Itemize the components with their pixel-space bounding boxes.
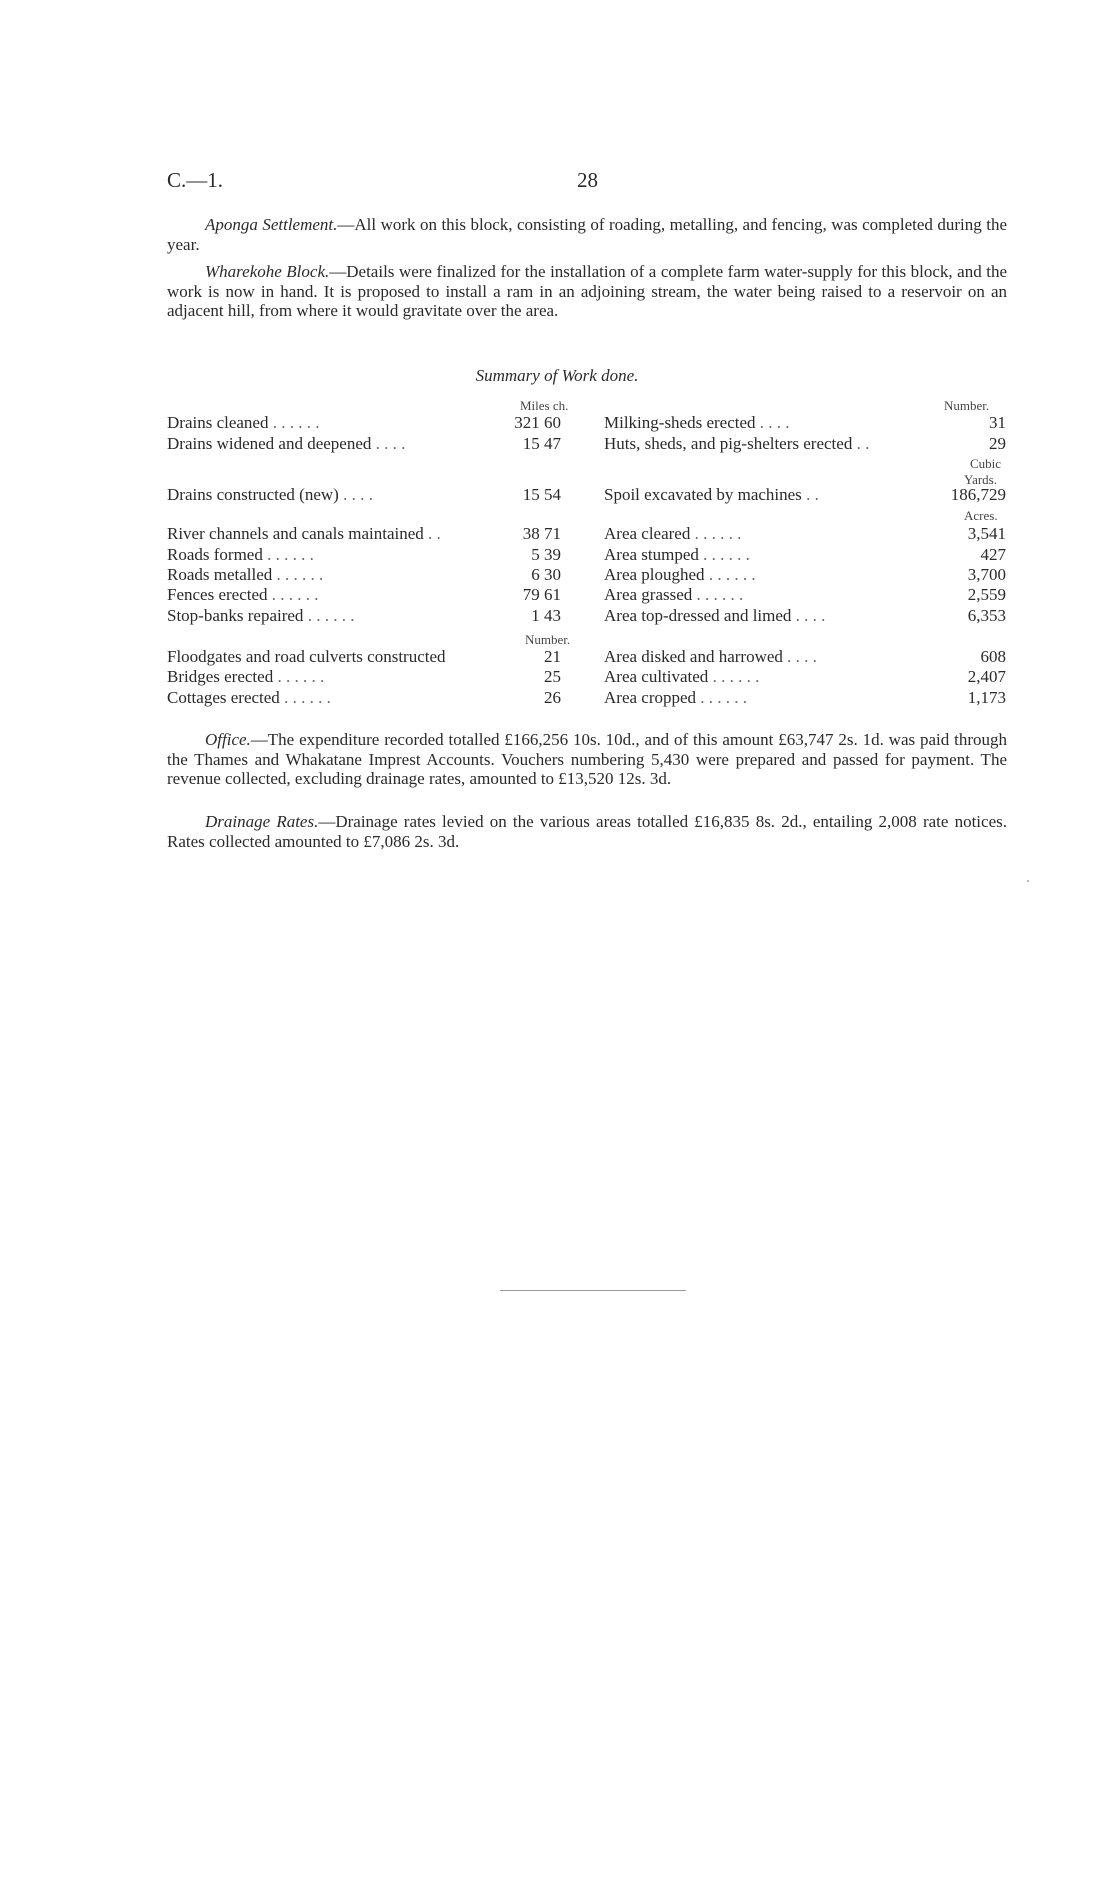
drainage-text: —Drainage rates levied on the various areas totalled £16,835 8s. 2d., entailing 2,008 rate notices. Rates collected amounted to £7,086 2s. 3d.	[167, 812, 1007, 851]
left-item-value: 26	[544, 688, 561, 707]
office-paragraph	[167, 730, 1007, 789]
left-item-value: 321 60	[514, 413, 561, 432]
left-item-leader: . . . . . .	[277, 667, 325, 686]
unit-number-right: Number.	[944, 398, 990, 413]
left-item-value: 21	[544, 647, 561, 666]
left-item-label: Bridges erected . . . . . .	[167, 667, 325, 686]
table-row	[0, 524, 1114, 544]
table-row	[0, 413, 1114, 433]
left-item-value: 15 47	[522, 434, 561, 453]
left-item-leader: . . . . . .	[284, 688, 331, 707]
table-row	[0, 434, 1114, 454]
page-number: 28	[577, 168, 598, 192]
wharekohe-text: —Details were finalized for the installation of a complete farm water-supply for this block, and the work is now in hand. It is proposed to install a ram in an adjoining stream, the water being raised to a reservoir on an adjacent hill, from where it would gravitate over the area.	[167, 262, 1007, 320]
table-row	[0, 667, 1114, 687]
unit-cubic: Cubic	[970, 456, 1002, 471]
aponga-paragraph	[167, 215, 1007, 254]
right-item-leader: . . . .	[795, 606, 826, 625]
left-item-label: Cottages erected . . . . . .	[167, 688, 331, 707]
document-code: C.—1.	[167, 168, 224, 192]
aponga-heading: Aponga Settlement.	[205, 215, 338, 234]
right-item-label: Area disked and harrowed . . . .	[604, 647, 817, 666]
left-item-label: Roads formed . . . . . .	[167, 545, 314, 564]
left-item-value: 15 54	[522, 485, 561, 504]
left-item-label: Roads metalled . . . . . .	[167, 565, 324, 584]
right-item-leader: . . . . . .	[703, 545, 750, 564]
right-item-value: 1,173	[967, 688, 1006, 707]
table-row	[0, 585, 1114, 605]
table-row	[0, 606, 1114, 626]
right-item-value: 3,700	[967, 565, 1006, 584]
left-item-label: Fences erected . . . . . .	[167, 585, 319, 604]
right-item-label: Huts, sheds, and pig-shelters erected . .	[604, 434, 870, 453]
left-item-leader: . . . . . .	[267, 545, 314, 564]
right-item-value: 186,729	[950, 485, 1006, 504]
wharekohe-paragraph	[167, 262, 1007, 321]
left-item-label: River channels and canals maintained . .	[167, 524, 441, 543]
left-item-leader: . . . . . .	[276, 565, 324, 584]
right-item-leader: . . . .	[759, 413, 790, 432]
right-item-label: Area stumped . . . . . .	[604, 545, 750, 564]
left-item-value: 38 71	[522, 524, 561, 543]
end-rule	[500, 1290, 686, 1291]
right-item-value: 2,407	[967, 667, 1006, 686]
left-item-value: 6 30	[531, 565, 561, 584]
left-item-label: Drains cleaned . . . . . .	[167, 413, 320, 432]
right-item-leader: . . . . . .	[700, 688, 748, 707]
scan-speck	[1027, 880, 1029, 882]
right-item-value: 6,353	[967, 606, 1006, 625]
right-item-leader: . . . . . .	[712, 667, 760, 686]
left-item-value: 79 61	[522, 585, 561, 604]
left-item-label: Drains constructed (new) . . . .	[167, 485, 373, 504]
table-row	[0, 647, 1114, 667]
left-item-label: Drains widened and deepened . . . .	[167, 434, 406, 453]
right-item-value: 2,559	[967, 585, 1006, 604]
table-row	[0, 688, 1114, 708]
right-item-value: 3,541	[967, 524, 1006, 543]
left-item-leader: . . . . . .	[307, 606, 355, 625]
right-item-value: 427	[980, 545, 1006, 564]
table-row	[0, 545, 1114, 565]
summary-title: Summary of Work done.	[475, 366, 639, 385]
aponga-text: —All work on this block, consisting of roading, metalling, and fencing, was completed during the year.	[167, 215, 1007, 254]
unit-miles-ch: Miles ch.	[520, 398, 569, 413]
right-item-label: Area cleared . . . . . .	[604, 524, 742, 543]
left-item-leader: . . . .	[375, 434, 406, 453]
right-item-label: Area cultivated . . . . . .	[604, 667, 760, 686]
left-item-leader: . . . .	[343, 485, 373, 504]
table-row	[0, 485, 1114, 505]
right-item-label: Spoil excavated by machines . .	[604, 485, 819, 504]
right-item-value: 31	[989, 413, 1006, 432]
right-item-leader: . . . .	[787, 647, 817, 666]
right-item-label: Area cropped . . . . . .	[604, 688, 748, 707]
right-item-leader: . .	[806, 485, 819, 504]
right-item-value: 608	[980, 647, 1006, 666]
unit-number-left: Number.	[525, 632, 571, 647]
left-item-label: Stop-banks repaired . . . . . .	[167, 606, 355, 625]
unit-yards: Yards.	[964, 472, 997, 487]
right-item-label: Area ploughed . . . . . .	[604, 565, 756, 584]
left-item-leader: . .	[428, 524, 441, 543]
table-row	[0, 565, 1114, 585]
left-item-value: 25	[544, 667, 561, 686]
right-item-leader: . . . . . .	[708, 565, 756, 584]
right-item-leader: . . . . . .	[696, 585, 744, 604]
right-item-label: Area grassed . . . . . .	[604, 585, 744, 604]
right-item-leader: . . . . . .	[694, 524, 742, 543]
page-header	[167, 168, 1007, 198]
wharekohe-heading: Wharekohe Block.	[205, 262, 330, 281]
drainage-paragraph	[167, 812, 1007, 851]
left-item-value: 1 43	[531, 606, 561, 625]
left-item-leader: . . . . . .	[271, 585, 319, 604]
right-item-label: Milking-sheds erected . . . .	[604, 413, 790, 432]
left-item-leader: . . . . . .	[272, 413, 320, 432]
right-item-leader: . .	[856, 434, 870, 453]
drainage-heading: Drainage Rates.	[205, 812, 319, 831]
left-item-label: Floodgates and road culverts constructed	[167, 647, 446, 666]
unit-acres: Acres.	[964, 508, 998, 523]
office-heading: Office.	[205, 730, 251, 749]
office-text: —The expenditure recorded totalled £166,256 10s. 10d., and of this amount £63,747 2s. 1d. was paid through the Thames and Whakatane Imprest Accounts. Vouchers numbering 5,430 were prepared and passed for payment. The revenue collected, excluding drainage rates, amounted to £13,520 12s. 3d.	[167, 730, 1007, 788]
right-item-label: Area top-dressed and limed . . . .	[604, 606, 826, 625]
right-item-value: 29	[989, 434, 1006, 453]
left-item-value: 5 39	[531, 545, 561, 564]
